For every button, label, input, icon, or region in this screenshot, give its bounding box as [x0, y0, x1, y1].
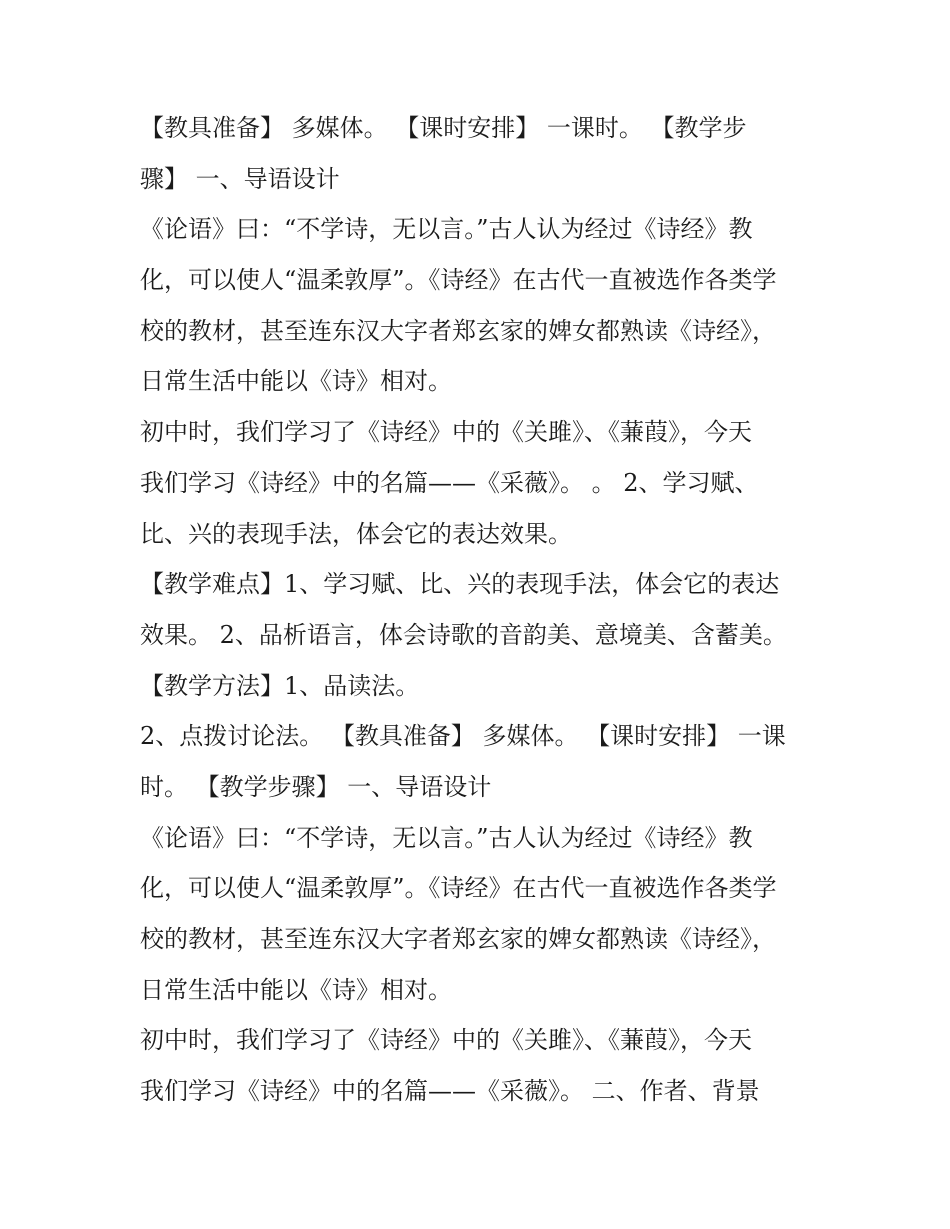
text-line: 日常生活中能以《诗》相对。 — [140, 975, 452, 1004]
text-line: 校的教材，甚至连东汉大字者郑玄家的婢女都熟读《诗经》， — [140, 925, 776, 953]
text-line: 日常生活中能以《诗》相对。 — [140, 367, 452, 396]
text-line: 校的教材，甚至连东汉大字者郑玄家的婢女都熟读《诗经》， — [140, 316, 776, 345]
text-line: 【教学方法】1、品读法。 — [140, 671, 420, 700]
text-line: 初中时，我们学习了《诗经》中的《关雎》、《蒹葭》，今天 — [140, 418, 752, 447]
text-line: 化，可以使人“温柔敦厚”。《诗经》在古代一直被选作各类学 — [140, 266, 777, 295]
text-line: 比、兴的表现手法，体会它的表达效果。 — [140, 519, 572, 548]
text-line: 我们学习《诗经》中的名篇——《采薇》。 。 2、学习赋、 — [140, 468, 759, 497]
text-line: 我们学习《诗经》中的名篇——《采薇》。 二、作者、背景 — [140, 1077, 760, 1106]
document-body — [140, 103, 820, 1117]
text-line: 2、点拨讨论法。 【教具准备】 多媒体。 【课时安排】 一课 — [140, 722, 786, 751]
text-line: 化，可以使人“温柔敦厚”。《诗经》在古代一直被选作各类学 — [140, 874, 777, 903]
text-line: 【教具准备】 多媒体。 【课时安排】 一课时。 【教学步 — [140, 114, 747, 142]
text-line: 初中时，我们学习了《诗经》中的《关雎》、《蒹葭》，今天 — [140, 1026, 752, 1055]
text-line: 骤】 一、导语设计 — [140, 164, 340, 193]
text-line: 《论语》曰：“不学诗，无以言。”古人认为经过《诗经》教 — [140, 215, 753, 244]
text-line: 时。 【教学步骤】 一、导语设计 — [140, 772, 492, 801]
text-line: 【教学难点】1、学习赋、比、兴的表现手法，体会它的表达 — [140, 570, 780, 599]
text-line: 《论语》曰：“不学诗，无以言。”古人认为经过《诗经》教 — [140, 823, 753, 852]
text-line: 效果。 2、品析语言，体会诗歌的音韵美、意境美、含蓄美。 — [140, 620, 787, 649]
